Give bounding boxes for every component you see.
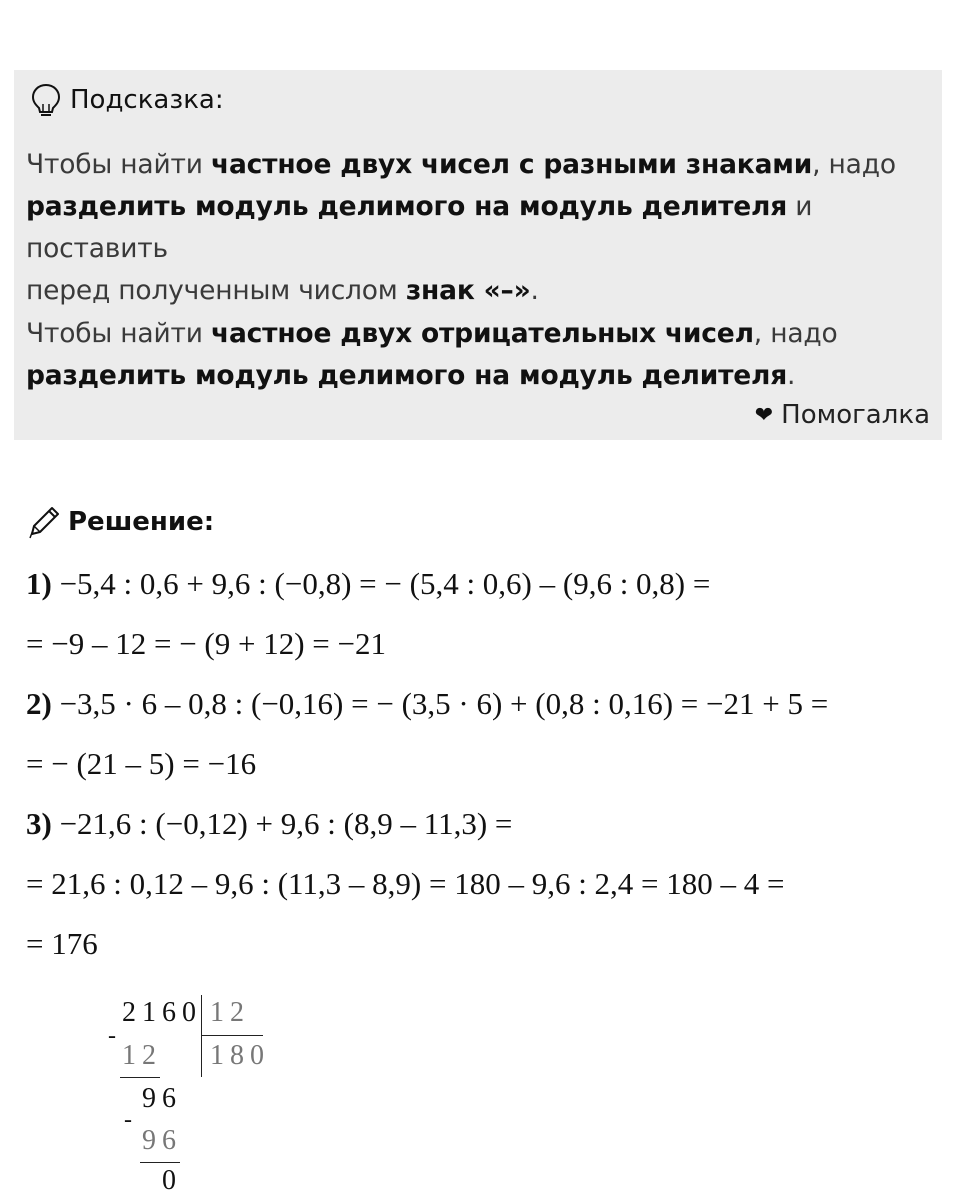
- division-divisor-underline: [201, 1035, 263, 1036]
- solution-line: [26, 926, 98, 962]
- solution-expression: −21,6 : (−0,12) + 9,6 : (8,9 – 11,3) =: [51, 806, 513, 841]
- solution-line: [26, 746, 256, 782]
- hint-text: .: [530, 275, 539, 306]
- division-result: 0: [162, 1165, 182, 1196]
- solution-expression: −3,5 · 6 – 0,8 : (−0,16) = − (3,5 · 6) + (0,8 : 0,16) = −21 + 5 =: [51, 686, 829, 721]
- solution-expression: = 176: [26, 926, 98, 961]
- solution-expression: −5,4 : 0,6 + 9,6 : (−0,8) = − (5,4 : 0,6) – (9,6 : 0,8) =: [51, 566, 711, 601]
- hint-text: .: [787, 360, 796, 391]
- hint-bold-text: частное двух отрицательных чисел: [210, 318, 754, 349]
- hint-text: Чтобы найти: [26, 318, 211, 349]
- solution-expression: = − (21 – 5) = −16: [26, 746, 257, 781]
- solution-line: [26, 806, 512, 842]
- division-underline-2: [140, 1162, 180, 1163]
- solution-expression: = 21,6 : 0,12 – 9,6 : (11,3 – 8,9) = 180 – 9,6 : 2,4 = 180 – 4 =: [26, 866, 785, 901]
- long-division: [100, 995, 300, 1200]
- solution-expression: = −9 – 12 = − (9 + 12) = −21: [26, 626, 387, 661]
- credit-label: Помогалка: [781, 400, 930, 430]
- solution-line: [26, 866, 785, 902]
- hint-text: , надо: [812, 149, 896, 180]
- minus-sign: -: [124, 1107, 132, 1133]
- item-number: 3): [26, 806, 52, 841]
- solution-line: [26, 566, 710, 602]
- pencil-icon: [24, 502, 64, 542]
- hint-paragraph-2: [26, 313, 936, 397]
- hint-bold-text: знак «–»: [405, 275, 531, 306]
- solution-header: [24, 502, 214, 542]
- division-underline-1: [120, 1077, 160, 1078]
- hint-text: и поставить: [26, 191, 813, 264]
- hint-bold-text: разделить модуль делимого на модуль делителя: [26, 191, 788, 222]
- item-number: 1): [26, 566, 52, 601]
- solution-title: Решение:: [68, 507, 215, 537]
- hint-text: Чтобы найти: [26, 149, 211, 180]
- division-remainder-1: 96: [142, 1083, 182, 1114]
- division-divisor: 12: [210, 997, 250, 1028]
- solution-line: [26, 686, 828, 722]
- lightbulb-icon: [28, 82, 64, 118]
- hint-text: , надо: [753, 318, 838, 349]
- heart-icon: ❤: [754, 402, 774, 428]
- hint-bold-text: разделить модуль делимого на модуль делителя: [26, 360, 788, 391]
- division-quotient: 180: [210, 1040, 270, 1071]
- credit: [755, 400, 930, 430]
- item-number: 2): [26, 686, 52, 721]
- hint-title: Подсказка:: [70, 85, 224, 115]
- hint-header: [28, 82, 224, 118]
- solution-line: [26, 626, 386, 662]
- hint-paragraph-1: [26, 144, 936, 312]
- division-vertical-line: [201, 995, 202, 1077]
- minus-sign: -: [108, 1023, 116, 1049]
- hint-text: перед полученным числом: [26, 275, 406, 306]
- hint-bold-text: частное двух чисел с разными знаками: [210, 149, 813, 180]
- division-subtrahend-2: 96: [142, 1125, 182, 1156]
- hint-box: [14, 70, 942, 440]
- division-subtrahend-1: 12: [122, 1040, 162, 1071]
- division-dividend: 2160: [122, 997, 202, 1028]
